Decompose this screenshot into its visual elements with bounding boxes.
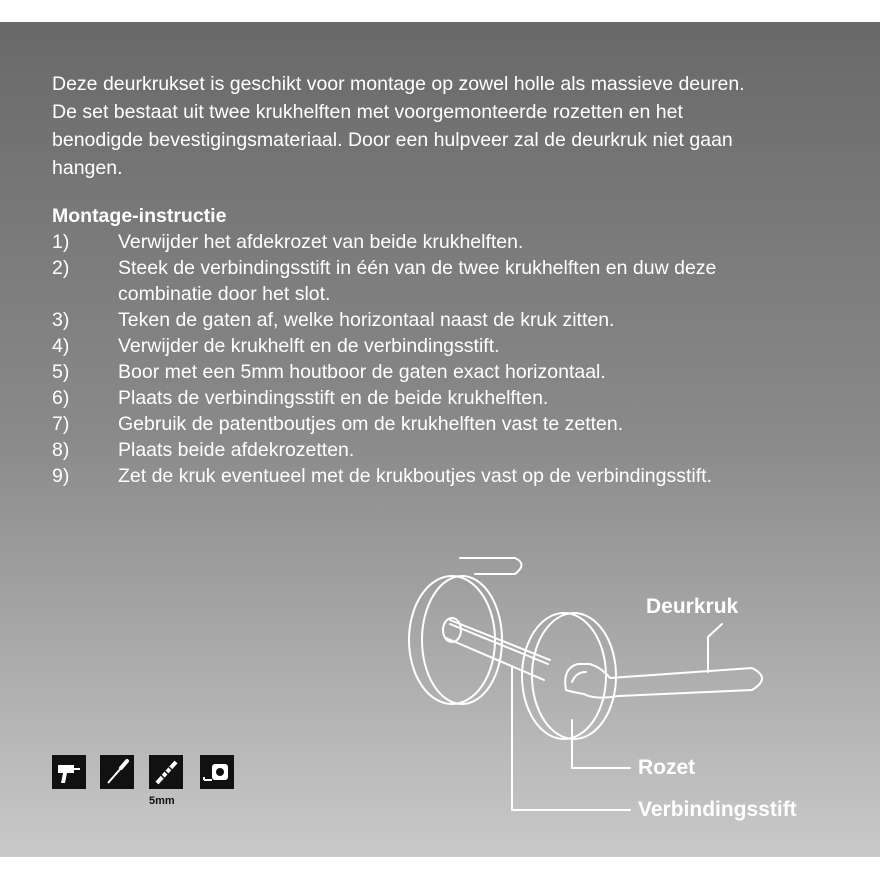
instructions-heading: Montage-instructie (52, 205, 227, 227)
step-item (52, 437, 842, 463)
handle-leader-line (708, 624, 722, 672)
step-number: 8) (52, 439, 70, 461)
step-text: Steek de verbindingsstift in één van de twee krukhelften en duw deze (118, 257, 717, 279)
step-item (52, 307, 842, 333)
front-handle-shape (565, 664, 762, 698)
rosette-leader-line (572, 720, 630, 768)
tape-measure-icon (200, 755, 234, 789)
step-number: 7) (52, 413, 70, 435)
front-handle-collar-shape (572, 672, 586, 682)
step-number: 6) (52, 387, 70, 409)
step-text: combinatie door het slot. (118, 283, 331, 305)
step-item (52, 359, 842, 385)
step-item (52, 463, 842, 489)
step-text: Zet de kruk eventueel met de krukboutjes vast op de verbindingsstift. (118, 465, 712, 487)
instruction-steps (52, 229, 842, 489)
instruction-panel (0, 22, 880, 857)
step-text: Boor met een 5mm houtboor de gaten exact horizontaal. (118, 361, 606, 383)
step-text: Gebruik de patentboutjes om de krukhelften vast te zetten. (118, 413, 624, 435)
step-item (52, 385, 842, 411)
step-item (52, 229, 842, 255)
drill-bit-size: 5mm (149, 795, 175, 807)
step-text: Plaats beide afdekrozetten. (118, 439, 355, 461)
step-text: Verwijder het afdekrozet van beide krukhelften. (118, 231, 524, 253)
step-number: 4) (52, 335, 70, 357)
step-text: Verwijder de krukhelft en de verbindingsstift. (118, 335, 500, 357)
label-spindle: Verbindingsstift (638, 798, 797, 821)
front-rosette-face-shape (532, 613, 616, 739)
step-item (52, 255, 842, 307)
screwdriver-icon (100, 755, 134, 789)
door-handle-diagram (380, 542, 850, 842)
step-number: 2) (52, 257, 70, 279)
step-number: 1) (52, 231, 70, 253)
back-handle-shape (460, 558, 522, 574)
step-text: Plaats de verbindingsstift en de beide krukhelften. (118, 387, 549, 409)
intro-line: hangen. (52, 157, 123, 179)
step-item (52, 333, 842, 359)
drill-icon (52, 755, 86, 789)
step-number: 3) (52, 309, 70, 331)
intro-line: benodigde bevestigingsmateriaal. Door een hulpveer zal de deurkruk niet gaan (52, 129, 733, 151)
step-number: 5) (52, 361, 70, 383)
step-text: Teken de gaten af, welke horizontaal naast de kruk zitten. (118, 309, 615, 331)
intro-line: De set bestaat uit twee krukhelften met voorgemonteerde rozetten en het (52, 101, 683, 123)
drill-bit-icon (149, 755, 183, 789)
step-item (52, 411, 842, 437)
label-rosette: Rozet (638, 756, 696, 779)
label-handle: Deurkruk (646, 595, 739, 618)
tools-required (52, 755, 242, 815)
intro-line: Deze deurkrukset is geschikt voor montage op zowel holle als massieve deuren. (52, 73, 745, 95)
intro-paragraph (52, 70, 832, 182)
door-handle-illustration (380, 542, 850, 842)
step-number: 9) (52, 465, 70, 487)
